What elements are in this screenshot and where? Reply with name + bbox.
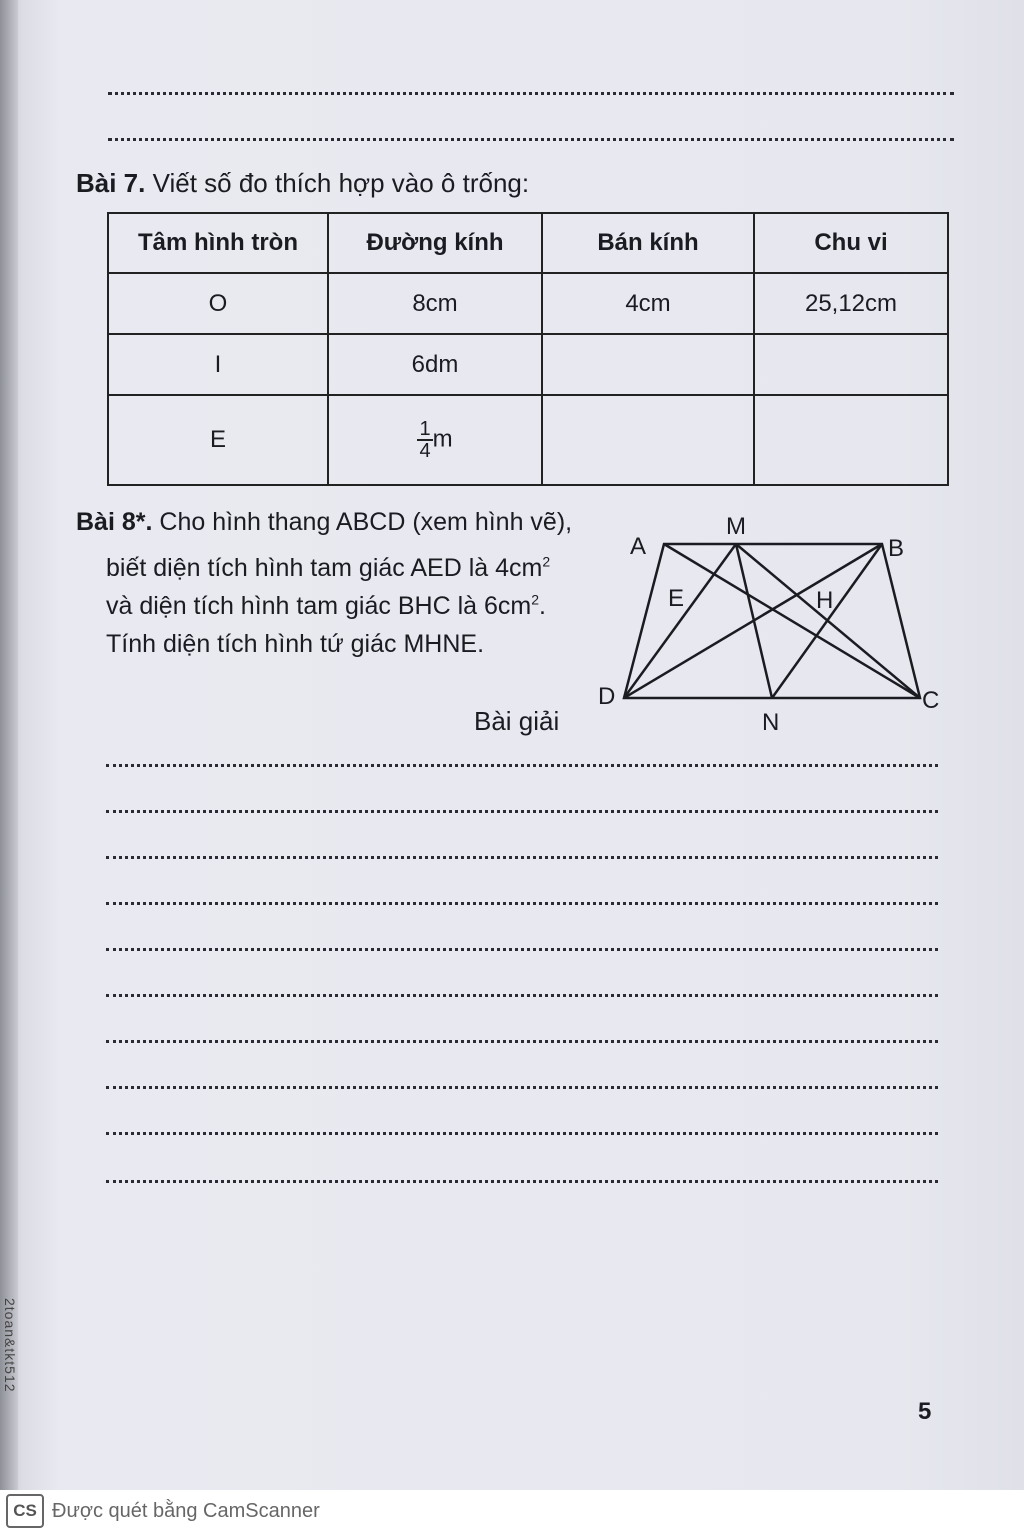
bai8-line1: [76, 506, 572, 539]
cell-center: O: [108, 273, 328, 334]
segment-AC: [664, 544, 920, 698]
footer-text: Được quét bằng CamScanner: [52, 1499, 320, 1522]
segment-MD: [624, 544, 736, 698]
bai8-line3: [106, 590, 546, 623]
bai8-line4: [106, 628, 484, 661]
answer-line: [106, 1086, 938, 1089]
header-radius: Bán kính: [542, 213, 754, 273]
header-circumference: Chu vi: [754, 213, 948, 273]
book-spine: [0, 0, 18, 1490]
label-D: D: [598, 683, 616, 710]
spine-code: 2toan&tkt512: [2, 1298, 18, 1393]
answer-line: [108, 138, 954, 141]
cell-diameter: 6dm: [328, 334, 542, 395]
fraction-numerator: 1: [419, 418, 431, 441]
bai8-text: Tính diện tích hình tứ giác MHNE.: [106, 630, 485, 658]
answer-line: [106, 902, 938, 905]
answer-line: [108, 92, 954, 95]
cell-center: I: [108, 334, 328, 395]
superscript: 2: [531, 591, 539, 608]
bai8-label: Bài 8*.: [76, 508, 153, 536]
answer-line: [106, 856, 938, 859]
answer-line: [106, 810, 938, 813]
bai7-instruction: Viết số đo thích hợp vào ô trống:: [152, 168, 530, 198]
trapezoid-outline: [624, 544, 920, 698]
cell-diameter: [328, 395, 542, 485]
cell-circumference-blank[interactable]: [754, 334, 948, 395]
answer-line: [106, 948, 938, 951]
cell-radius: 4cm: [542, 273, 754, 334]
label-E: E: [668, 585, 685, 612]
answer-line: [106, 1040, 938, 1043]
label-N: N: [762, 709, 780, 736]
table-row: [108, 273, 948, 334]
camscanner-logo-icon: CS: [6, 1494, 44, 1528]
bai8-text: biết diện tích hình tam giác AED là 4cm: [106, 554, 543, 582]
bai8-text: Cho hình thang ABCD (xem hình vẽ),: [159, 508, 573, 536]
cell-radius-blank[interactable]: [542, 395, 754, 485]
answer-line: [106, 994, 938, 997]
label-H: H: [816, 587, 834, 614]
label-A: A: [630, 533, 647, 560]
answer-line: [106, 764, 938, 767]
trapezoid-figure: [596, 508, 946, 738]
bai7-label: Bài 7.: [76, 168, 146, 198]
table-row: [108, 395, 948, 485]
header-diameter: Đường kính: [328, 213, 542, 273]
circle-table: [107, 212, 949, 486]
bai7-title: [76, 168, 529, 199]
cell-radius-blank[interactable]: [542, 334, 754, 395]
superscript: 2: [542, 553, 551, 570]
segment-NB: [772, 544, 882, 698]
cell-circumference: 25,12cm: [754, 273, 948, 334]
cell-circumference-blank[interactable]: [754, 395, 948, 485]
label-C: C: [922, 687, 940, 714]
table-row: [108, 334, 948, 395]
cell-diameter: 8cm: [328, 273, 542, 334]
period: .: [539, 592, 546, 620]
diameter-unit: m: [432, 425, 453, 453]
answer-line: [106, 1132, 938, 1135]
answer-line: [106, 1180, 938, 1183]
camscanner-footer: [0, 1490, 1024, 1532]
segment-MN: [736, 544, 772, 698]
fraction: [417, 419, 432, 461]
table-header-row: [108, 213, 948, 273]
cell-center: E: [108, 395, 328, 485]
label-B: B: [888, 535, 905, 562]
page-number: 5: [918, 1398, 932, 1425]
fraction-denominator: 4: [419, 440, 431, 463]
solution-title: Bài giải: [474, 706, 560, 736]
label-M: M: [726, 513, 746, 540]
header-center: Tâm hình tròn: [108, 213, 328, 273]
bai8-text: và diện tích hình tam giác BHC là 6cm: [106, 592, 532, 620]
bai8-line2: [106, 552, 550, 585]
